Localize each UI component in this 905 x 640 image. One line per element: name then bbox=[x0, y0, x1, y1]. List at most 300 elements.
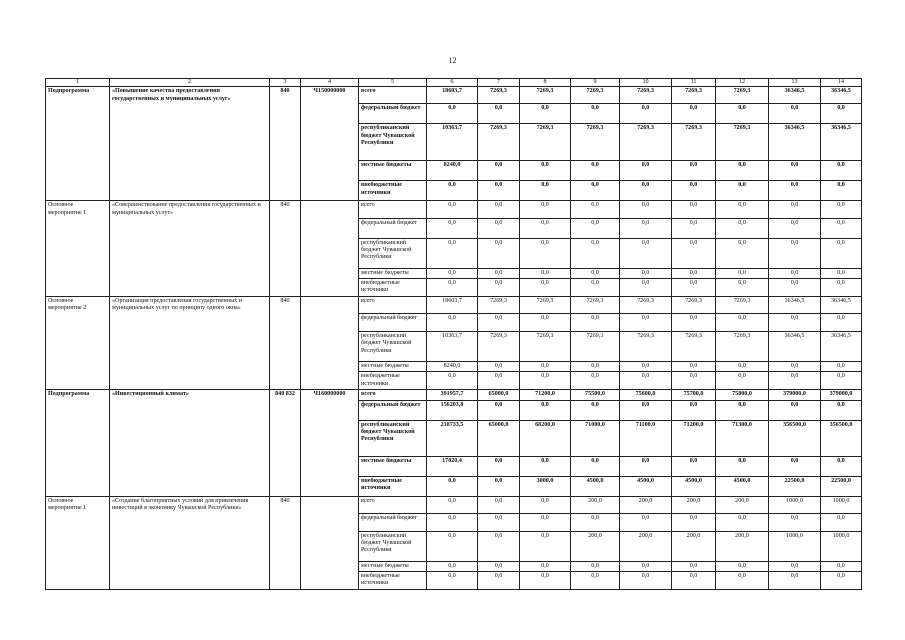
amount-cell: 71300,0 bbox=[716, 420, 769, 456]
amount-cell: 0,0 bbox=[520, 496, 571, 513]
amount-cell: 0,0 bbox=[769, 456, 821, 476]
amount-cell: 0,0 bbox=[672, 161, 716, 181]
amount-cell: 7269,3 bbox=[716, 296, 769, 313]
program-name-cell bbox=[110, 278, 270, 296]
amount-cell: 0,0 bbox=[520, 278, 571, 296]
program-type-cell bbox=[46, 181, 110, 201]
grbs-code-cell bbox=[270, 124, 301, 161]
target-code-cell bbox=[301, 531, 359, 561]
amount-cell: 0,0 bbox=[620, 362, 672, 372]
amount-cell: 65000,0 bbox=[478, 420, 520, 456]
amount-cell: 0,0 bbox=[716, 238, 769, 268]
amount-cell: 379000,0 bbox=[769, 390, 821, 400]
target-code-cell bbox=[301, 420, 359, 456]
table-row bbox=[46, 531, 862, 561]
amount-cell: 0,0 bbox=[716, 181, 769, 201]
table-row bbox=[46, 104, 862, 124]
target-code-cell bbox=[301, 296, 359, 313]
amount-cell: 7269,3 bbox=[520, 296, 571, 313]
amount-cell: 0,0 bbox=[672, 104, 716, 124]
amount-cell: 0,0 bbox=[716, 561, 769, 571]
amount-cell: 0,0 bbox=[571, 201, 620, 218]
amount-cell: 0,0 bbox=[821, 400, 862, 420]
amount-cell: 0,0 bbox=[478, 496, 520, 513]
amount-cell: 7269,3 bbox=[716, 124, 769, 161]
amount-cell: 10363,7 bbox=[427, 124, 478, 161]
amount-cell: 0,0 bbox=[571, 278, 620, 296]
program-type-cell bbox=[46, 513, 110, 531]
amount-cell: 0,0 bbox=[716, 362, 769, 372]
amount-cell: 71000,0 bbox=[571, 420, 620, 456]
amount-cell: 0,0 bbox=[571, 561, 620, 571]
amount-cell: 0,0 bbox=[478, 314, 520, 332]
program-type-cell bbox=[46, 400, 110, 420]
amount-cell: 0,0 bbox=[571, 181, 620, 201]
table-row bbox=[46, 572, 862, 590]
target-code-cell bbox=[301, 181, 359, 201]
target-code-cell bbox=[301, 314, 359, 332]
funding-source-cell: всего bbox=[359, 390, 427, 400]
program-name-cell bbox=[110, 572, 270, 590]
amount-cell: 10363,7 bbox=[427, 332, 478, 362]
amount-cell: 71100,0 bbox=[620, 420, 672, 456]
grbs-code-cell bbox=[270, 561, 301, 571]
amount-cell: 0,0 bbox=[769, 181, 821, 201]
column-number: 3 bbox=[270, 79, 301, 87]
amount-cell: 0,0 bbox=[716, 314, 769, 332]
amount-cell: 200,0 bbox=[620, 531, 672, 561]
amount-cell: 65000,0 bbox=[478, 390, 520, 400]
amount-cell: 0,0 bbox=[427, 278, 478, 296]
grbs-code-cell bbox=[270, 218, 301, 238]
amount-cell: 0,0 bbox=[672, 201, 716, 218]
amount-cell: 7269,3 bbox=[571, 87, 620, 104]
amount-cell: 356500,0 bbox=[821, 420, 862, 456]
grbs-code-cell: 840 bbox=[270, 201, 301, 218]
table-row bbox=[46, 362, 862, 372]
amount-cell: 0,0 bbox=[478, 181, 520, 201]
program-name-cell: «Повышение качества предоставления государственных и муниципальных услуг» bbox=[110, 87, 270, 104]
amount-cell: 200,0 bbox=[672, 496, 716, 513]
amount-cell: 0,0 bbox=[620, 238, 672, 268]
amount-cell: 0,0 bbox=[520, 268, 571, 278]
amount-cell: 0,0 bbox=[821, 278, 862, 296]
amount-cell: 7269,3 bbox=[672, 296, 716, 313]
amount-cell: 0,0 bbox=[478, 201, 520, 218]
column-number: 2 bbox=[110, 79, 270, 87]
amount-cell: 0,0 bbox=[716, 268, 769, 278]
table-row bbox=[46, 390, 862, 400]
amount-cell: 0,0 bbox=[821, 314, 862, 332]
column-number: 14 bbox=[821, 79, 862, 87]
amount-cell: 0,0 bbox=[478, 218, 520, 238]
target-code-cell bbox=[301, 400, 359, 420]
program-name-cell bbox=[110, 124, 270, 161]
amount-cell: 0,0 bbox=[620, 513, 672, 531]
amount-cell: 0,0 bbox=[571, 268, 620, 278]
program-name-cell bbox=[110, 104, 270, 124]
amount-cell: 7269,3 bbox=[520, 332, 571, 362]
amount-cell: 0,0 bbox=[672, 314, 716, 332]
amount-cell: 0,0 bbox=[620, 278, 672, 296]
amount-cell: 0,0 bbox=[620, 314, 672, 332]
program-name-cell bbox=[110, 400, 270, 420]
amount-cell: 0,0 bbox=[571, 572, 620, 590]
program-type-cell bbox=[46, 332, 110, 362]
target-code-cell bbox=[301, 572, 359, 590]
grbs-code-cell: 840 bbox=[270, 296, 301, 313]
amount-cell: 0,0 bbox=[716, 218, 769, 238]
amount-cell: 36346,5 bbox=[821, 124, 862, 161]
target-code-cell bbox=[301, 278, 359, 296]
program-type-cell bbox=[46, 362, 110, 372]
table-row bbox=[46, 476, 862, 496]
amount-cell: 0,0 bbox=[571, 400, 620, 420]
table-row bbox=[46, 400, 862, 420]
amount-cell: 75600,0 bbox=[620, 390, 672, 400]
amount-cell: 0,0 bbox=[821, 104, 862, 124]
funding-source-cell: всего bbox=[359, 496, 427, 513]
target-code-cell bbox=[301, 561, 359, 571]
amount-cell: 0,0 bbox=[520, 181, 571, 201]
amount-cell: 0,0 bbox=[672, 181, 716, 201]
amount-cell: 0,0 bbox=[620, 456, 672, 476]
funding-source-cell: республиканский бюджет Чувашской Республики bbox=[359, 238, 427, 268]
amount-cell: 0,0 bbox=[672, 400, 716, 420]
amount-cell: 0,0 bbox=[427, 496, 478, 513]
amount-cell: 200,0 bbox=[716, 496, 769, 513]
amount-cell: 0,0 bbox=[821, 238, 862, 268]
program-name-cell bbox=[110, 513, 270, 531]
amount-cell: 0,0 bbox=[520, 561, 571, 571]
amount-cell: 0,0 bbox=[427, 476, 478, 496]
amount-cell: 7269,3 bbox=[620, 87, 672, 104]
amount-cell: 7269,3 bbox=[672, 87, 716, 104]
program-type-cell bbox=[46, 572, 110, 590]
grbs-code-cell: 840 bbox=[270, 496, 301, 513]
target-code-cell bbox=[301, 268, 359, 278]
amount-cell: 0,0 bbox=[478, 268, 520, 278]
funding-source-cell: федеральный бюджет bbox=[359, 513, 427, 531]
program-type-cell bbox=[46, 372, 110, 390]
amount-cell: 36346,5 bbox=[769, 124, 821, 161]
program-type-cell bbox=[46, 531, 110, 561]
amount-cell: 71200,0 bbox=[672, 420, 716, 456]
amount-cell: 0,0 bbox=[478, 456, 520, 476]
amount-cell: 7269,3 bbox=[571, 124, 620, 161]
amount-cell: 0,0 bbox=[716, 513, 769, 531]
amount-cell: 0,0 bbox=[620, 161, 672, 181]
amount-cell: 0,0 bbox=[672, 513, 716, 531]
amount-cell: 0,0 bbox=[427, 218, 478, 238]
table-row bbox=[46, 181, 862, 201]
program-type-cell: Основное мероприятие 2 bbox=[46, 296, 110, 313]
amount-cell: 0,0 bbox=[478, 362, 520, 372]
table-row bbox=[46, 201, 862, 218]
amount-cell: 7269,3 bbox=[520, 124, 571, 161]
program-name-cell bbox=[110, 332, 270, 362]
funding-source-cell: федеральный бюджет bbox=[359, 314, 427, 332]
amount-cell: 22500,0 bbox=[769, 476, 821, 496]
amount-cell: 0,0 bbox=[672, 456, 716, 476]
amount-cell: 1000,0 bbox=[769, 496, 821, 513]
grbs-code-cell bbox=[270, 513, 301, 531]
funding-source-cell: республиканский бюджет Чувашской Республики bbox=[359, 420, 427, 456]
column-number: 7 bbox=[478, 79, 520, 87]
amount-cell: 0,0 bbox=[769, 513, 821, 531]
amount-cell: 0,0 bbox=[620, 561, 672, 571]
amount-cell: 7269,3 bbox=[478, 124, 520, 161]
amount-cell: 156203,8 bbox=[427, 400, 478, 420]
amount-cell: 0,0 bbox=[821, 362, 862, 372]
program-type-cell bbox=[46, 268, 110, 278]
grbs-code-cell bbox=[270, 181, 301, 201]
amount-cell: 0,0 bbox=[716, 372, 769, 390]
amount-cell: 0,0 bbox=[520, 201, 571, 218]
funding-source-cell: федеральный бюджет bbox=[359, 218, 427, 238]
amount-cell: 0,0 bbox=[821, 513, 862, 531]
amount-cell: 0,0 bbox=[716, 104, 769, 124]
amount-cell: 7269,3 bbox=[520, 87, 571, 104]
grbs-code-cell bbox=[270, 278, 301, 296]
amount-cell: 0,0 bbox=[427, 181, 478, 201]
amount-cell: 0,0 bbox=[769, 372, 821, 390]
target-code-cell: Ч160000000 bbox=[301, 390, 359, 400]
grbs-code-cell bbox=[270, 238, 301, 268]
amount-cell: 0,0 bbox=[520, 372, 571, 390]
amount-cell: 7269,3 bbox=[571, 332, 620, 362]
amount-cell: 75700,0 bbox=[672, 390, 716, 400]
amount-cell: 0,0 bbox=[478, 372, 520, 390]
amount-cell: 0,0 bbox=[571, 513, 620, 531]
program-type-cell bbox=[46, 238, 110, 268]
amount-cell: 0,0 bbox=[769, 161, 821, 181]
amount-cell: 3000,0 bbox=[520, 476, 571, 496]
program-name-cell: «Создание благоприятных условий для привлечения инвестиций в экономику Чувашской Республики» bbox=[110, 496, 270, 513]
funding-source-cell: республиканский бюджет Чувашской Республики bbox=[359, 332, 427, 362]
grbs-code-cell bbox=[270, 456, 301, 476]
program-name-cell bbox=[110, 362, 270, 372]
amount-cell: 0,0 bbox=[571, 314, 620, 332]
grbs-code-cell: 840 bbox=[270, 87, 301, 104]
program-name-cell bbox=[110, 161, 270, 181]
amount-cell: 0,0 bbox=[821, 268, 862, 278]
amount-cell: 4500,0 bbox=[620, 476, 672, 496]
target-code-cell bbox=[301, 124, 359, 161]
funding-source-cell: федеральный бюджет bbox=[359, 400, 427, 420]
amount-cell: 7269,3 bbox=[620, 124, 672, 161]
amount-cell: 0,0 bbox=[427, 238, 478, 268]
grbs-code-cell bbox=[270, 104, 301, 124]
column-number-row bbox=[46, 79, 862, 87]
funding-source-cell: всего bbox=[359, 201, 427, 218]
funding-source-cell: внебюджетные источники bbox=[359, 372, 427, 390]
amount-cell: 0,0 bbox=[520, 104, 571, 124]
amount-cell: 1000,0 bbox=[821, 496, 862, 513]
amount-cell: 0,0 bbox=[620, 572, 672, 590]
amount-cell: 4500,0 bbox=[716, 476, 769, 496]
funding-source-cell: местные бюджеты bbox=[359, 268, 427, 278]
program-name-cell bbox=[110, 218, 270, 238]
program-type-cell: Основное мероприятие 1 bbox=[46, 201, 110, 218]
amount-cell: 0,0 bbox=[571, 362, 620, 372]
program-name-cell bbox=[110, 181, 270, 201]
column-number: 6 bbox=[427, 79, 478, 87]
program-type-cell bbox=[46, 456, 110, 476]
column-number: 11 bbox=[672, 79, 716, 87]
amount-cell: 0,0 bbox=[427, 314, 478, 332]
program-type-cell: Подпрограмма bbox=[46, 87, 110, 104]
funding-source-cell: внебюджетные источники bbox=[359, 572, 427, 590]
amount-cell: 36346,5 bbox=[769, 87, 821, 104]
grbs-code-cell bbox=[270, 362, 301, 372]
program-type-cell bbox=[46, 124, 110, 161]
column-number: 1 bbox=[46, 79, 110, 87]
target-code-cell bbox=[301, 372, 359, 390]
amount-cell: 0,0 bbox=[672, 561, 716, 571]
amount-cell: 7269,3 bbox=[620, 296, 672, 313]
amount-cell: 0,0 bbox=[769, 314, 821, 332]
amount-cell: 7269,3 bbox=[672, 332, 716, 362]
amount-cell: 0,0 bbox=[571, 104, 620, 124]
amount-cell: 0,0 bbox=[821, 456, 862, 476]
amount-cell: 17020,4 bbox=[427, 456, 478, 476]
table-row bbox=[46, 420, 862, 456]
grbs-code-cell: 840 832 bbox=[270, 390, 301, 400]
table-row bbox=[46, 372, 862, 390]
amount-cell: 0,0 bbox=[478, 238, 520, 268]
amount-cell: 0,0 bbox=[427, 268, 478, 278]
funding-source-cell: местные бюджеты bbox=[359, 561, 427, 571]
table-row bbox=[46, 268, 862, 278]
target-code-cell bbox=[301, 161, 359, 181]
funding-source-cell: республиканский бюджет Чувашской Республики bbox=[359, 531, 427, 561]
amount-cell: 7269,3 bbox=[716, 332, 769, 362]
amount-cell: 0,0 bbox=[478, 531, 520, 561]
amount-cell: 0,0 bbox=[672, 278, 716, 296]
amount-cell: 0,0 bbox=[769, 218, 821, 238]
program-type-cell: Подпрограмма bbox=[46, 390, 110, 400]
amount-cell: 36346,5 bbox=[769, 296, 821, 313]
grbs-code-cell bbox=[270, 420, 301, 456]
program-type-cell bbox=[46, 161, 110, 181]
amount-cell: 0,0 bbox=[821, 201, 862, 218]
amount-cell: 0,0 bbox=[478, 278, 520, 296]
column-number: 13 bbox=[769, 79, 821, 87]
grbs-code-cell bbox=[270, 332, 301, 362]
amount-cell: 22500,0 bbox=[821, 476, 862, 496]
amount-cell: 0,0 bbox=[520, 362, 571, 372]
amount-cell: 0,0 bbox=[520, 572, 571, 590]
amount-cell: 0,0 bbox=[769, 104, 821, 124]
table-row bbox=[46, 218, 862, 238]
amount-cell: 0,0 bbox=[620, 181, 672, 201]
amount-cell: 0,0 bbox=[821, 561, 862, 571]
amount-cell: 200,0 bbox=[571, 531, 620, 561]
target-code-cell: Ч150000000 bbox=[301, 87, 359, 104]
table-row bbox=[46, 496, 862, 513]
column-number: 5 bbox=[359, 79, 427, 87]
amount-cell: 0,0 bbox=[716, 161, 769, 181]
amount-cell: 200,0 bbox=[571, 496, 620, 513]
grbs-code-cell bbox=[270, 314, 301, 332]
amount-cell: 0,0 bbox=[478, 161, 520, 181]
amount-cell: 7269,3 bbox=[672, 124, 716, 161]
amount-cell: 0,0 bbox=[520, 314, 571, 332]
amount-cell: 18603,7 bbox=[427, 296, 478, 313]
amount-cell: 200,0 bbox=[620, 496, 672, 513]
amount-cell: 0,0 bbox=[620, 400, 672, 420]
budget-table bbox=[45, 78, 862, 590]
amount-cell: 0,0 bbox=[716, 572, 769, 590]
table-row bbox=[46, 238, 862, 268]
amount-cell: 200,0 bbox=[716, 531, 769, 561]
program-name-cell bbox=[110, 561, 270, 571]
amount-cell: 0,0 bbox=[672, 218, 716, 238]
funding-source-cell: местные бюджеты bbox=[359, 161, 427, 181]
target-code-cell bbox=[301, 238, 359, 268]
table-row bbox=[46, 296, 862, 313]
program-name-cell: «Организация предоставления государственных и муниципальных услуг по принципу одного окна» bbox=[110, 296, 270, 313]
program-type-cell bbox=[46, 278, 110, 296]
amount-cell: 200,0 bbox=[672, 531, 716, 561]
grbs-code-cell bbox=[270, 476, 301, 496]
program-name-cell bbox=[110, 531, 270, 561]
amount-cell: 0,0 bbox=[571, 218, 620, 238]
amount-cell: 391957,7 bbox=[427, 390, 478, 400]
amount-cell: 0,0 bbox=[620, 201, 672, 218]
funding-source-cell: внебюджетные источники bbox=[359, 181, 427, 201]
target-code-cell bbox=[301, 362, 359, 372]
amount-cell: 0,0 bbox=[427, 531, 478, 561]
amount-cell: 0,0 bbox=[520, 238, 571, 268]
grbs-code-cell bbox=[270, 531, 301, 561]
amount-cell: 0,0 bbox=[769, 278, 821, 296]
table-row bbox=[46, 332, 862, 362]
target-code-cell bbox=[301, 476, 359, 496]
amount-cell: 0,0 bbox=[620, 104, 672, 124]
program-name-cell bbox=[110, 238, 270, 268]
amount-cell: 0,0 bbox=[769, 561, 821, 571]
amount-cell: 0,0 bbox=[716, 278, 769, 296]
amount-cell: 0,0 bbox=[478, 476, 520, 496]
page-number: 12 bbox=[448, 56, 457, 65]
amount-cell: 0,0 bbox=[769, 400, 821, 420]
amount-cell: 7269,3 bbox=[478, 332, 520, 362]
amount-cell: 8240,0 bbox=[427, 362, 478, 372]
amount-cell: 71200,0 bbox=[520, 390, 571, 400]
amount-cell: 0,0 bbox=[716, 201, 769, 218]
amount-cell: 1000,0 bbox=[821, 531, 862, 561]
target-code-cell bbox=[301, 104, 359, 124]
table-row bbox=[46, 513, 862, 531]
amount-cell: 0,0 bbox=[478, 104, 520, 124]
amount-cell: 7269,3 bbox=[716, 87, 769, 104]
amount-cell: 0,0 bbox=[520, 513, 571, 531]
amount-cell: 0,0 bbox=[520, 531, 571, 561]
amount-cell: 356500,0 bbox=[769, 420, 821, 456]
column-number: 10 bbox=[620, 79, 672, 87]
amount-cell: 0,0 bbox=[571, 238, 620, 268]
funding-source-cell: внебюджетные источники bbox=[359, 278, 427, 296]
funding-source-cell: местные бюджеты bbox=[359, 456, 427, 476]
amount-cell: 7269,3 bbox=[620, 332, 672, 362]
amount-cell: 0,0 bbox=[520, 218, 571, 238]
program-type-cell: Основное мероприятие 1 bbox=[46, 496, 110, 513]
program-name-cell bbox=[110, 420, 270, 456]
amount-cell: 0,0 bbox=[672, 572, 716, 590]
program-type-cell bbox=[46, 104, 110, 124]
